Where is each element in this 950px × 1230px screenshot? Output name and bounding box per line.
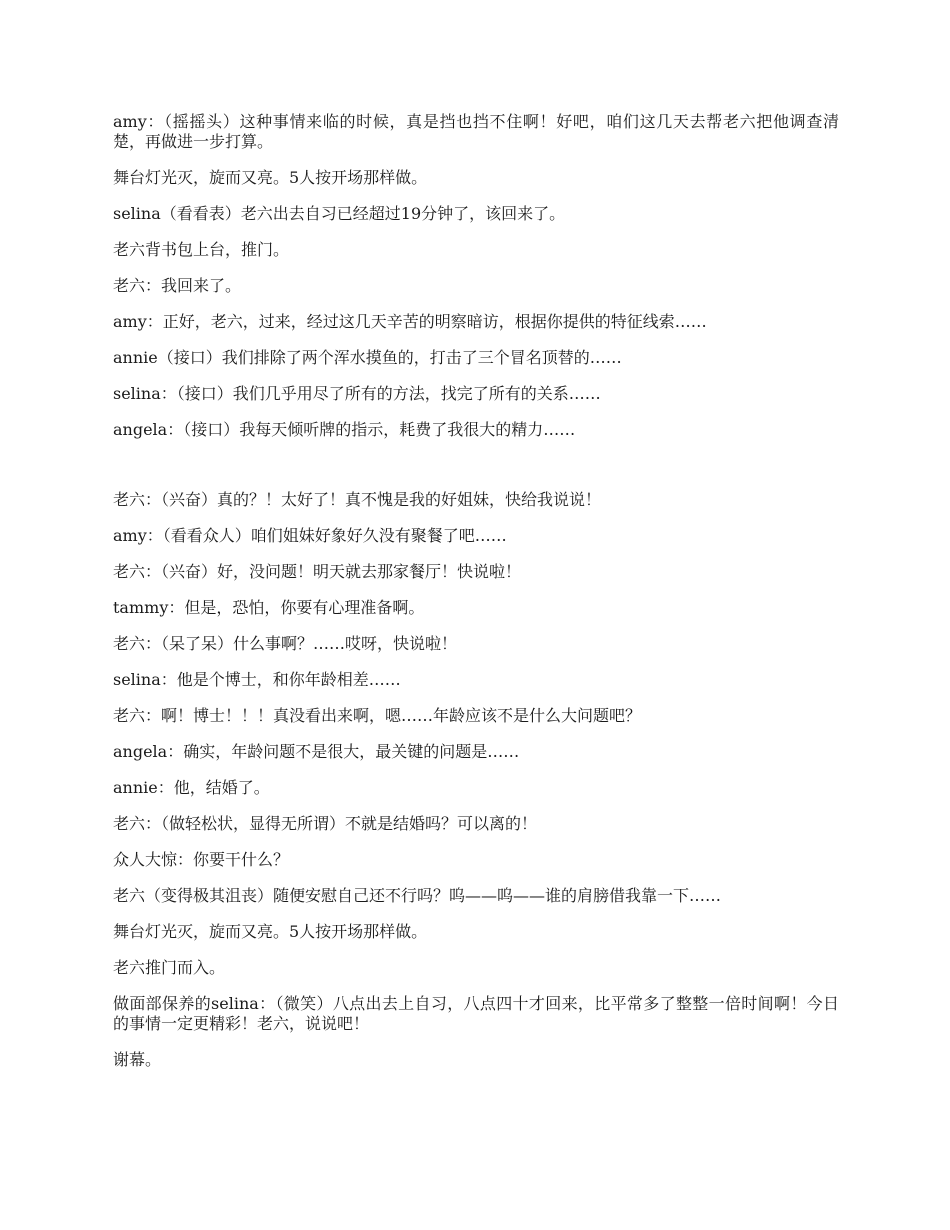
paragraph-25: 谢幕。 (113, 1050, 162, 1069)
paragraph-2: 舞台灯光灭，旋而又亮。5人按开场那样做。 (113, 168, 428, 187)
paragraph-14: 老六：（呆了呆）什么事啊？……哎呀，快说啦！ (113, 634, 458, 653)
paragraph-13: tammy：但是，恐怕，你要有心理准备啊。 (113, 598, 425, 617)
paragraph-10: 老六：（兴奋）真的？！太好了！真不愧是我的好姐妹，快给我说说！ (113, 490, 602, 509)
paragraph-17: angela：确实，年龄问题不是很大，最关键的问题是…… (113, 742, 520, 761)
paragraph-9: angela：（接口）我每天倾听牌的指示，耗费了我很大的精力…… (113, 420, 576, 439)
paragraph-19: 老六：（做轻松状，显得无所谓）不就是结婚吗？可以离的！ (113, 814, 538, 833)
paragraph-3: selina（看看表）老六出去自习已经超过19分钟了，该回来了。 (113, 204, 566, 223)
paragraph-8: selina：（接口）我们几乎用尽了所有的方法，找完了所有的关系…… (113, 384, 601, 403)
paragraph-4: 老六背书包上台，推门。 (113, 240, 290, 259)
paragraph-5: 老六：我回来了。 (113, 276, 242, 295)
paragraph-22: 舞台灯光灭，旋而又亮。5人按开场那样做。 (113, 922, 428, 941)
paragraph-18: annie：他，结婚了。 (113, 778, 270, 797)
paragraph-11: amy：（看看众人）咱们姐妹好象好久没有聚餐了吧…… (113, 526, 507, 545)
paragraph-16: 老六：啊！博士！！！真没看出来啊，嗯……年龄应该不是什么大问题吧？ (113, 706, 642, 725)
paragraph-15: selina：他是个博士，和你年龄相差…… (113, 670, 401, 689)
paragraph-1: amy：（摇摇头）这种事情来临的时候，真是挡也挡不住啊！好吧，咱们这几天去帮老六把他调查清楚，再做进一步打算。 (113, 112, 839, 151)
paragraph-23: 老六推门而入。 (113, 958, 226, 977)
paragraph-7: annie（接口）我们排除了两个浑水摸鱼的，打击了三个冒名顶替的…… (113, 348, 622, 367)
paragraph-6: amy：正好，老六，过来，经过这几天辛苦的明察暗访，根据你提供的特征线索…… (113, 312, 707, 331)
paragraph-21: 老六（变得极其沮丧）随便安慰自己还不行吗？呜——呜——谁的肩膀借我靠一下…… (113, 886, 722, 905)
document-body (113, 112, 839, 1070)
paragraph-24: 做面部保养的selina：（微笑）八点出去上自习，八点四十才回来，比平常多了整整一倍时间啊！今日的事情一定更精彩！老六，说说吧！ (113, 994, 839, 1033)
paragraph-12: 老六：（兴奋）好，没问题！明天就去那家餐厅！快说啦！ (113, 562, 522, 581)
paragraph-20: 众人大惊：你要干什么？ (113, 850, 290, 869)
